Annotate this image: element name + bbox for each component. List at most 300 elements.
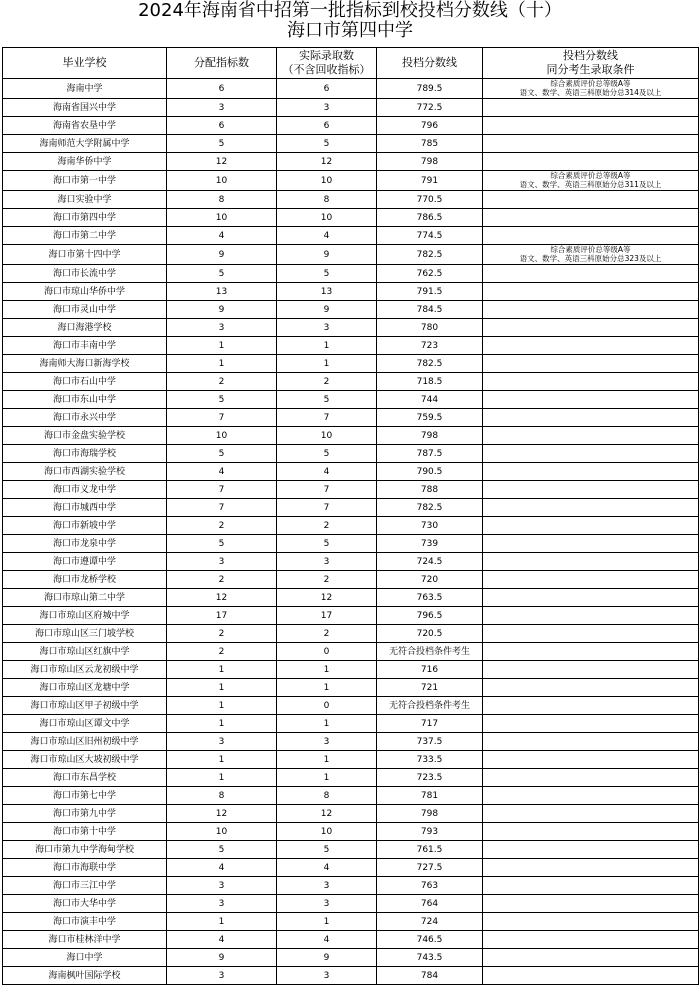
cell-admitted: 13 [277,283,377,301]
cell-score: 730 [377,517,483,535]
cell-condition [483,209,699,227]
cell-condition [483,445,699,463]
cell-admitted: 1 [277,715,377,733]
cell-score: 793 [377,823,483,841]
cell-score: 770.5 [377,191,483,209]
cell-school: 海南师大海口新海学校 [3,355,167,373]
cell-condition [483,427,699,445]
cell-admitted: 4 [277,859,377,877]
cell-school: 海口市第九中学海甸学校 [3,841,167,859]
cell-quota: 5 [167,535,277,553]
cell-quota: 1 [167,679,277,697]
cell-score: 780 [377,319,483,337]
cell-admitted: 1 [277,355,377,373]
cell-quota: 8 [167,191,277,209]
cell-quota: 12 [167,805,277,823]
cell-school: 海口市琼山华侨中学 [3,283,167,301]
cell-school: 海口市海瑞学校 [3,445,167,463]
cell-school: 海口市琼山区龙塘中学 [3,679,167,697]
cell-condition [483,99,699,117]
cell-school: 海口市第十四中学 [3,245,167,265]
cell-quota: 3 [167,733,277,751]
cell-admitted: 3 [277,967,377,985]
table-row [3,877,699,895]
cell-condition [483,769,699,787]
cell-condition [483,391,699,409]
cell-condition [483,859,699,877]
table-row [3,895,699,913]
cell-admitted: 5 [277,135,377,153]
cell-score: 724.5 [377,553,483,571]
cell-condition [483,949,699,967]
cell-quota: 1 [167,697,277,715]
cell-school: 海南师范大学附属中学 [3,135,167,153]
cell-condition [483,517,699,535]
cell-score: 759.5 [377,409,483,427]
cell-score: 796.5 [377,607,483,625]
table-row [3,99,699,117]
table-row [3,135,699,153]
header-admitted-line1: 实际录取数 [299,49,354,62]
cell-admitted: 10 [277,171,377,191]
cell-score: 716 [377,661,483,679]
table-row [3,931,699,949]
cell-admitted: 2 [277,373,377,391]
table-row [3,697,699,715]
cell-condition [483,319,699,337]
table-row [3,589,699,607]
header-condition-line2: 同分考生录取条件 [546,63,635,76]
cell-school: 海口市琼山区三门坡学校 [3,625,167,643]
cell-score: 723 [377,337,483,355]
condition-line2: 语文、数学、英语三科原始分总311及以上 [519,179,662,189]
table-row [3,823,699,841]
cell-school: 海口海港学校 [3,319,167,337]
cell-score: 无符合投档条件考生 [377,643,483,661]
table-row [3,517,699,535]
cell-admitted: 5 [277,445,377,463]
cell-score: 798 [377,153,483,171]
cell-quota: 10 [167,427,277,445]
cell-admitted: 1 [277,679,377,697]
table-row [3,607,699,625]
table-row [3,643,699,661]
cell-school: 海口市第二中学 [3,227,167,245]
cell-school: 海口市第十中学 [3,823,167,841]
cell-quota: 1 [167,661,277,679]
cell-score: 无符合投档条件考生 [377,697,483,715]
cell-score: 787.5 [377,445,483,463]
cell-admitted: 6 [277,117,377,135]
cell-condition [483,463,699,481]
table-row [3,319,699,337]
cell-condition [483,679,699,697]
table-row [3,571,699,589]
cell-quota: 5 [167,391,277,409]
cell-condition [483,823,699,841]
table-row [3,355,699,373]
cell-condition [483,661,699,679]
cell-score: 784.5 [377,301,483,319]
cell-quota: 12 [167,153,277,171]
cell-score: 782.5 [377,355,483,373]
cell-school: 海口市东昌学校 [3,769,167,787]
condition-line2: 语文、数学、英语三科原始分总323及以上 [519,253,662,263]
table-row [3,805,699,823]
cell-quota: 2 [167,643,277,661]
table-row [3,679,699,697]
cell-quota: 10 [167,823,277,841]
cell-school: 海口市石山中学 [3,373,167,391]
cell-quota: 2 [167,625,277,643]
cell-score: 790.5 [377,463,483,481]
cell-school: 海口市永兴中学 [3,409,167,427]
cell-condition [483,913,699,931]
header-condition [483,48,699,79]
cell-score: 784 [377,967,483,985]
cell-admitted: 3 [277,877,377,895]
cell-score: 798 [377,805,483,823]
cell-admitted: 1 [277,751,377,769]
cell-school: 海口市金盘实验学校 [3,427,167,445]
cell-school: 海口市琼山区旧州初级中学 [3,733,167,751]
table-body [3,79,699,985]
table-row [3,171,699,191]
table-row [3,913,699,931]
cell-condition [483,153,699,171]
cell-score: 791 [377,171,483,191]
cell-score: 744 [377,391,483,409]
cell-school: 海口实验中学 [3,191,167,209]
cell-quota: 1 [167,355,277,373]
cell-score: 727.5 [377,859,483,877]
cell-quota: 3 [167,895,277,913]
cell-condition [483,643,699,661]
cell-score: 717 [377,715,483,733]
cell-quota: 4 [167,859,277,877]
cell-school: 海口市第七中学 [3,787,167,805]
cell-condition [483,967,699,985]
table-row [3,463,699,481]
condition-line2: 语文、数学、英语三科原始分总314及以上 [519,87,662,97]
cell-condition [483,245,699,265]
cell-school: 海口市丰南中学 [3,337,167,355]
cell-admitted: 4 [277,227,377,245]
cell-condition [483,301,699,319]
cell-school: 海口市龙桥学校 [3,571,167,589]
cell-condition [483,697,699,715]
cell-condition [483,265,699,283]
cell-quota: 1 [167,715,277,733]
cell-quota: 13 [167,283,277,301]
table-row [3,283,699,301]
cell-admitted: 7 [277,499,377,517]
cell-quota: 4 [167,931,277,949]
cell-condition [483,607,699,625]
cell-school: 海口市大华中学 [3,895,167,913]
cell-quota: 2 [167,571,277,589]
cell-admitted: 9 [277,301,377,319]
cell-quota: 4 [167,463,277,481]
cell-score: 798 [377,427,483,445]
cell-admitted: 0 [277,643,377,661]
cell-admitted: 17 [277,607,377,625]
cell-score: 781 [377,787,483,805]
cell-quota: 1 [167,769,277,787]
cell-condition [483,117,699,135]
table-row [3,625,699,643]
cell-school: 海口市西湖实验学校 [3,463,167,481]
cell-condition [483,191,699,209]
cell-condition [483,571,699,589]
cell-school: 海口市琼山区府城中学 [3,607,167,625]
header-quota: 分配指标数 [167,48,277,79]
cell-quota: 7 [167,409,277,427]
cell-score: 782.5 [377,499,483,517]
cell-admitted: 4 [277,931,377,949]
cell-admitted: 10 [277,823,377,841]
cell-admitted: 5 [277,265,377,283]
page-subtitle: 海口市第四中学 [287,20,413,41]
cell-quota: 3 [167,877,277,895]
table-row [3,337,699,355]
cell-school: 海南中学 [3,79,167,99]
cell-condition [483,227,699,245]
cell-condition [483,553,699,571]
table-row [3,245,699,265]
table-row [3,751,699,769]
table-row [3,445,699,463]
cell-score: 720.5 [377,625,483,643]
condition-line1: 综合素质评价总等级A等 [550,245,631,254]
table-row [3,949,699,967]
cell-school: 海口市三江中学 [3,877,167,895]
cell-school: 海口市城西中学 [3,499,167,517]
cell-school: 海口市琼山区甲子初级中学 [3,697,167,715]
cell-quota: 8 [167,787,277,805]
table-row [3,227,699,245]
table-row [3,209,699,227]
cell-quota: 3 [167,553,277,571]
cell-admitted: 9 [277,245,377,265]
table-row [3,117,699,135]
header-school: 毕业学校 [3,48,167,79]
cell-admitted: 8 [277,787,377,805]
cell-school: 海口市第九中学 [3,805,167,823]
cell-admitted: 4 [277,463,377,481]
cell-condition [483,283,699,301]
cell-admitted: 9 [277,949,377,967]
cell-condition [483,481,699,499]
cell-admitted: 5 [277,535,377,553]
cell-admitted: 2 [277,517,377,535]
cell-quota: 2 [167,373,277,391]
cell-admitted: 5 [277,391,377,409]
table-row [3,715,699,733]
cell-school: 海口市第四中学 [3,209,167,227]
cell-quota: 9 [167,245,277,265]
cell-school: 海口市琼山区大坡初级中学 [3,751,167,769]
cell-quota: 7 [167,499,277,517]
cell-admitted: 1 [277,337,377,355]
cell-school: 海南枫叶国际学校 [3,967,167,985]
cell-condition [483,787,699,805]
cell-school: 海口市新坡中学 [3,517,167,535]
cell-condition [483,355,699,373]
cell-school: 海口市海联中学 [3,859,167,877]
cell-admitted: 3 [277,895,377,913]
table-row [3,409,699,427]
condition-line1: 综合素质评价总等级A等 [550,79,631,88]
cell-school: 海口市遵谭中学 [3,553,167,571]
table-row [3,535,699,553]
cell-score: 762.5 [377,265,483,283]
header-score: 投档分数线 [377,48,483,79]
cell-admitted: 1 [277,769,377,787]
table-row [3,733,699,751]
table-row [3,153,699,171]
cell-school: 海口市义龙中学 [3,481,167,499]
table-row [3,391,699,409]
cell-admitted: 1 [277,913,377,931]
cell-quota: 10 [167,171,277,191]
cell-condition [483,171,699,191]
cell-score: 772.5 [377,99,483,117]
header-admitted-line2: （不含回收指标） [282,63,371,76]
cell-score: 791.5 [377,283,483,301]
cell-admitted: 3 [277,553,377,571]
cell-score: 721 [377,679,483,697]
cell-quota: 3 [167,99,277,117]
cell-school: 海口中学 [3,949,167,967]
cell-school: 海口市东山中学 [3,391,167,409]
cell-score: 761.5 [377,841,483,859]
cell-score: 782.5 [377,245,483,265]
cell-admitted: 8 [277,191,377,209]
cell-score: 718.5 [377,373,483,391]
cell-score: 746.5 [377,931,483,949]
cell-condition [483,715,699,733]
cell-score: 789.5 [377,79,483,99]
cell-condition [483,135,699,153]
cell-admitted: 6 [277,79,377,99]
table-row [3,301,699,319]
header-condition-line1: 投档分数线 [563,49,618,62]
table-header-row [3,48,699,79]
cell-quota: 4 [167,227,277,245]
cell-condition [483,79,699,99]
cell-score: 785 [377,135,483,153]
table-row [3,859,699,877]
table-row [3,373,699,391]
cell-school: 海口市琼山区谭文中学 [3,715,167,733]
cell-school: 海南省国兴中学 [3,99,167,117]
cell-condition [483,895,699,913]
cell-admitted: 10 [277,209,377,227]
header-admitted [277,48,377,79]
cell-admitted: 0 [277,697,377,715]
cell-school: 海口市琼山第二中学 [3,589,167,607]
cell-quota: 5 [167,135,277,153]
cell-score: 763.5 [377,589,483,607]
cell-quota: 5 [167,841,277,859]
cell-admitted: 12 [277,153,377,171]
condition-line1: 综合素质评价总等级A等 [550,171,631,180]
cell-school: 海口市灵山中学 [3,301,167,319]
cell-score: 743.5 [377,949,483,967]
table-row [3,265,699,283]
cell-quota: 1 [167,751,277,769]
cell-quota: 9 [167,301,277,319]
cell-quota: 5 [167,445,277,463]
cell-admitted: 3 [277,733,377,751]
cell-score: 786.5 [377,209,483,227]
cell-score: 720 [377,571,483,589]
cell-score: 737.5 [377,733,483,751]
cell-condition [483,751,699,769]
cell-school: 海口市长流中学 [3,265,167,283]
cell-admitted: 12 [277,589,377,607]
cell-quota: 3 [167,319,277,337]
table-row [3,499,699,517]
cell-score: 739 [377,535,483,553]
cell-quota: 10 [167,209,277,227]
page-title: 2024年海南省中招第一批指标到校投档分数线（十） [138,0,562,21]
cell-school: 海南华侨中学 [3,153,167,171]
cell-quota: 6 [167,117,277,135]
cell-quota: 17 [167,607,277,625]
cell-condition [483,805,699,823]
cell-admitted: 7 [277,481,377,499]
cell-admitted: 10 [277,427,377,445]
cell-condition [483,535,699,553]
cell-school: 海口市第一中学 [3,171,167,191]
cell-score: 774.5 [377,227,483,245]
cell-condition [483,877,699,895]
cell-quota: 5 [167,265,277,283]
cell-condition [483,733,699,751]
cell-quota: 1 [167,337,277,355]
table-row [3,191,699,209]
cell-score: 733.5 [377,751,483,769]
cell-school: 海口市琼山区云龙初级中学 [3,661,167,679]
cell-condition [483,499,699,517]
cell-condition [483,589,699,607]
cell-school: 海南省农垦中学 [3,117,167,135]
cell-quota: 7 [167,481,277,499]
cell-condition [483,931,699,949]
cell-admitted: 2 [277,625,377,643]
cell-score: 763 [377,877,483,895]
cell-quota: 1 [167,913,277,931]
cell-condition [483,625,699,643]
table-row [3,427,699,445]
cell-quota: 12 [167,589,277,607]
cell-quota: 9 [167,949,277,967]
cell-condition [483,409,699,427]
admission-score-table [2,47,699,985]
cell-school: 海口市演丰中学 [3,913,167,931]
cell-score: 764 [377,895,483,913]
table-row [3,787,699,805]
cell-score: 723.5 [377,769,483,787]
cell-admitted: 7 [277,409,377,427]
cell-condition [483,373,699,391]
table-row [3,661,699,679]
cell-score: 788 [377,481,483,499]
cell-admitted: 3 [277,99,377,117]
cell-admitted: 5 [277,841,377,859]
